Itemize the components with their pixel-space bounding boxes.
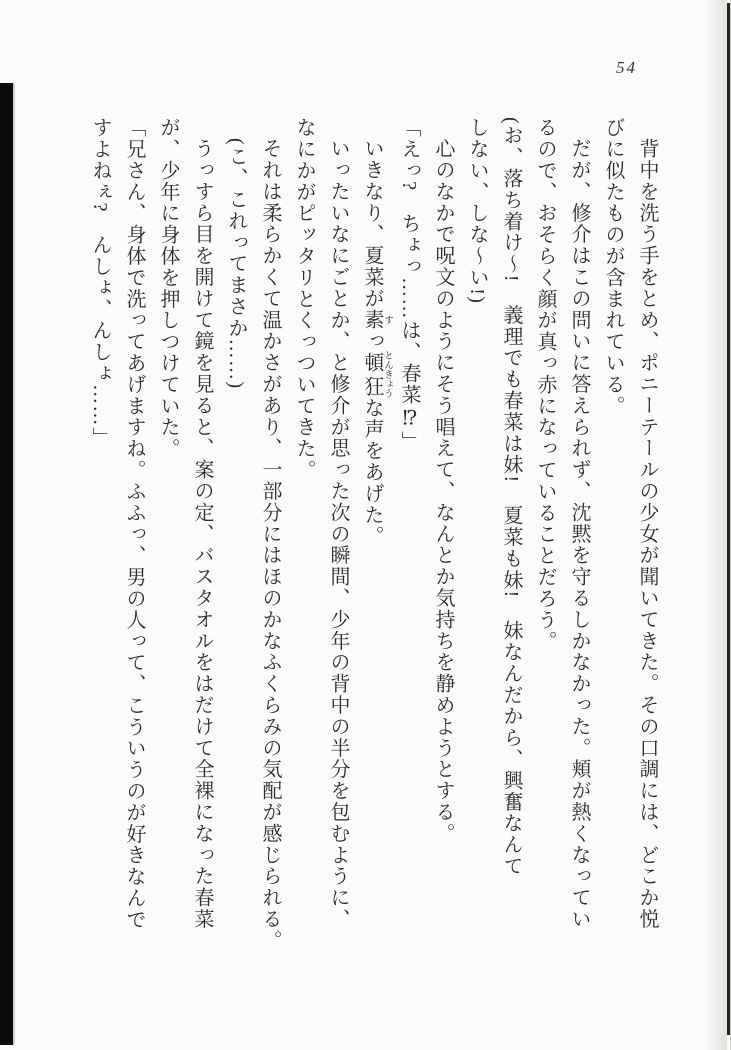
page-edge-left-bar xyxy=(0,83,13,1045)
page-edge-right-shade xyxy=(703,0,727,1050)
text-line: (こ、これってまさか……) xyxy=(225,138,247,390)
ruby-annotated-word: 頓狂 とんきょう xyxy=(361,350,392,399)
text-line: すよねぇ? んしょ、んしょ……」 xyxy=(89,117,111,449)
text-line: 心のなかで呪文のようにそう唱えて、なんとか気持ちを静めようとする。 xyxy=(432,138,454,845)
text-line: 「兄さん、身体で洗ってあげますね。ふふっ、男の人って、こういうのが好きなんで xyxy=(123,117,145,931)
text-line: うっすら目を開けて鏡を見ると、案の定、バスタオルをはだけて全裸になった春菜 xyxy=(191,138,213,930)
text-line: るので、おそらく顔が真っ赤になっていることだろう。 xyxy=(534,117,556,652)
text-line: (お、落ち着け〜! 義理でも春菜は妹! 夏菜も妹! 妹なんだから、興奮なんて xyxy=(500,117,522,877)
text-line: だが、修介はこの問いに答えられず、沈黙を守るしかなかった。頬が熱くなってい xyxy=(568,138,590,930)
text-line: いきなり、夏菜が素 すっ頓狂 とんきょうな声をあげた。 xyxy=(361,138,392,547)
text-line: びに似たものが含まれている。 xyxy=(602,117,624,417)
ruby-annotated-word: 素 す xyxy=(361,309,392,331)
text-line: なにかがピッタリとくっついてきた。 xyxy=(293,117,315,481)
page-edge-left-fringe xyxy=(13,83,16,1045)
text-line: それは柔らかくて温かさがあり、一部分にはほのかなふくらみの気配が感じられる。 xyxy=(259,138,281,952)
text-block xyxy=(83,117,664,952)
text-line: しない、しな〜い!) xyxy=(466,117,488,305)
page-number: 54 xyxy=(616,58,637,77)
text-line: いったいなにごとか、と修介が思った次の瞬間、少年の背中の半分を包むように、 xyxy=(327,138,349,930)
text-line: 「えっ? ちょっ……は、春菜⁉」 xyxy=(398,117,420,453)
text-line: が、少年に身体を押しつけていた。 xyxy=(157,117,179,460)
text-line: 背中を洗う手をとめ、ポニーテールの少女が聞いてきた。その口調には、どこか悦 xyxy=(636,138,658,930)
